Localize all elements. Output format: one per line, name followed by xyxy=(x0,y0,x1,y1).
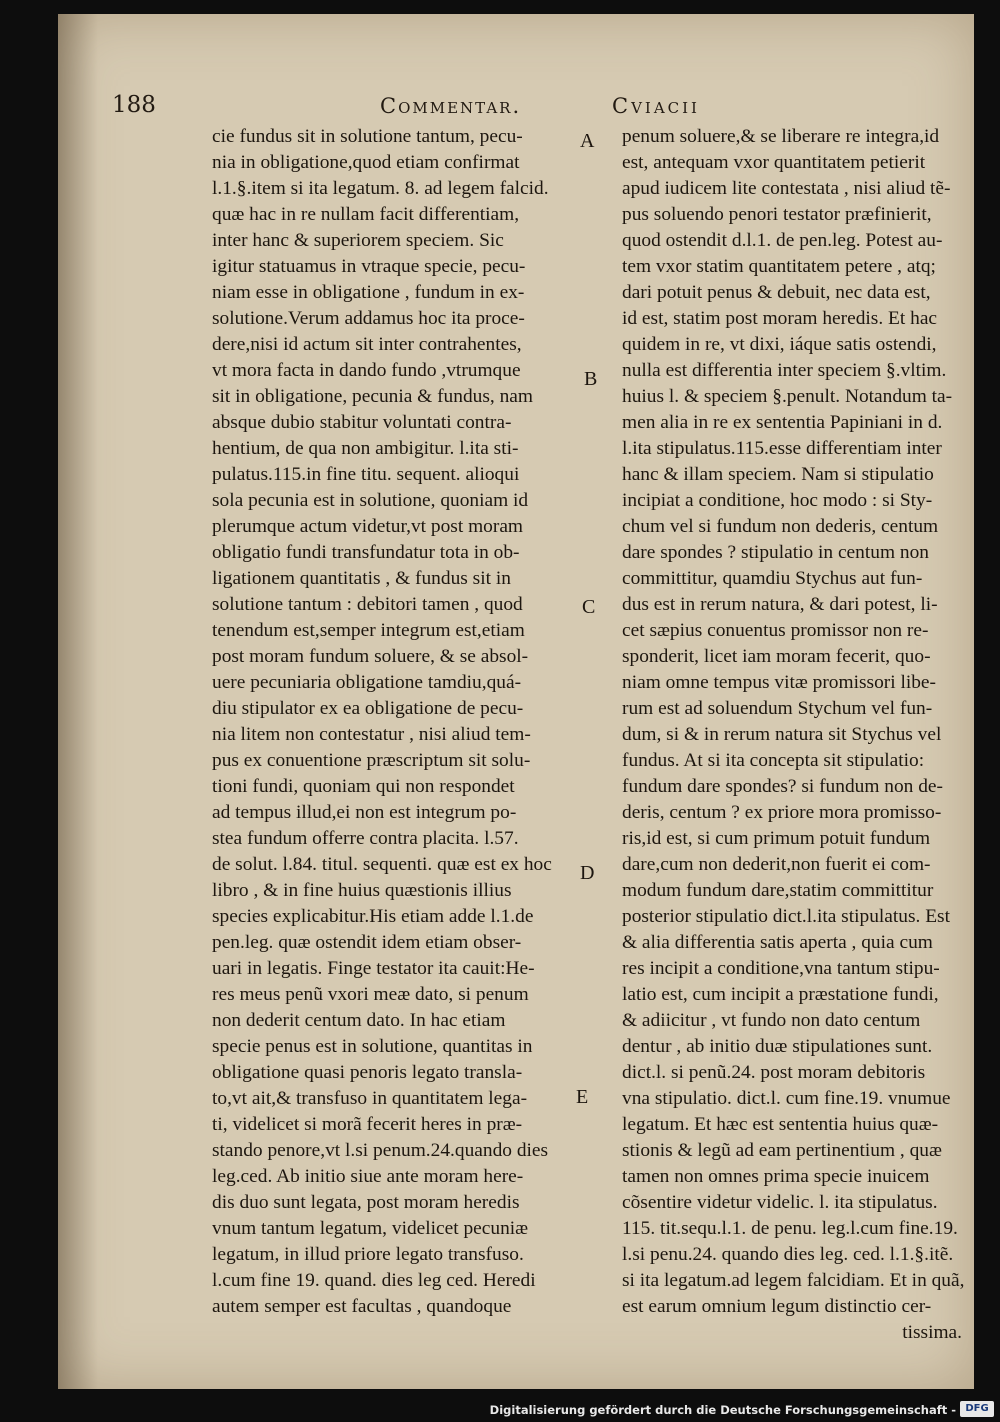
text-line: vna stipulatio. dict.l. cum fine.19. vnumue xyxy=(622,1088,951,1109)
text-line: l.ita stipulatus.115.esse differentiam inter xyxy=(622,438,942,459)
footer-credit: Digitalisierung gefördert durch die Deutsche Forschungsgemeinschaft - xyxy=(489,1403,956,1417)
text-line: committitur, quamdiu Stychus aut fun- xyxy=(622,568,923,589)
text-line: to,vt ait,& transfuso in quantitatem lega- xyxy=(212,1088,528,1109)
text-line: pulatus.115.in fine titu. sequent. alioqui xyxy=(212,464,520,485)
text-line: est, antequam vxor quantitatem petierit xyxy=(622,152,926,173)
text-line: dare spondes ? stipulatio in centum non xyxy=(622,542,929,563)
margin-marker: D xyxy=(580,862,595,884)
right-text-column xyxy=(622,124,965,1346)
text-line: id est, statim post moram heredis. Et hac xyxy=(622,308,938,329)
text-line: leg.ced. Ab initio siue ante moram here- xyxy=(212,1166,524,1187)
text-line: ti, videlicet si morã fecerit heres in præ- xyxy=(212,1114,523,1135)
text-line: solutione.Verum addamus hoc ita proce- xyxy=(212,308,525,329)
text-line: species explicabitur.His etiam adde l.1.de xyxy=(212,906,534,927)
text-line: dus est in rerum natura, & dari potest, li- xyxy=(622,594,938,615)
text-line: dentur , ab initio duæ stipulationes sunt. xyxy=(622,1036,933,1057)
text-line: nulla est differentia inter speciem §.vltim. xyxy=(622,360,947,381)
text-line: tissima. xyxy=(902,1322,962,1343)
text-line: stea fundum offerre contra placita. l.57. xyxy=(212,828,519,849)
text-line: pus ex conuentione præscriptum sit solu- xyxy=(212,750,531,771)
text-line: hentium, de qua non ambigitur. l.ita sti- xyxy=(212,438,519,459)
text-line: legatum, in illud priore legato transfuso. xyxy=(212,1244,524,1265)
text-line: tem vxor statim quantitatem petere , atq; xyxy=(622,256,936,277)
text-line: l.1.§.item si ita legatum. 8. ad legem falcid. xyxy=(212,178,549,199)
text-line: 115. tit.sequ.l.1. de penu. leg.l.cum fine.19. xyxy=(622,1218,958,1239)
text-line: vnum tantum legatum, videlicet pecuniæ xyxy=(212,1218,529,1239)
text-line: cie fundus sit in solutione tantum, pecu- xyxy=(212,126,523,147)
text-line: ligationem quantitatis , & fundus sit in xyxy=(212,568,511,589)
margin-marker: C xyxy=(582,596,596,618)
text-line: ad tempus illud,ei non est integrum po- xyxy=(212,802,517,823)
text-line: obligatio fundi transfundatur tota in ob- xyxy=(212,542,520,563)
text-line: dum, si & in rerum natura sit Stychus vel xyxy=(622,724,942,745)
margin-marker: E xyxy=(576,1086,589,1108)
text-line: diu stipulator ex ea obligatione de pecu- xyxy=(212,698,524,719)
text-line: quod ostendit d.l.1. de pen.leg. Potest au- xyxy=(622,230,943,251)
text-line: ris,id est, si cum primum potuit fundum xyxy=(622,828,931,849)
text-line: post moram fundum soluere, & se absol- xyxy=(212,646,529,667)
text-line: tenendum est,semper integrum est,etiam xyxy=(212,620,525,641)
page-number: 188 xyxy=(112,92,156,118)
header-title-left: Commentar. xyxy=(380,94,522,118)
text-line: cet sæpius conuentus promissor non re- xyxy=(622,620,929,641)
text-line: tioni fundi, quoniam qui non respondet xyxy=(212,776,515,797)
text-line: posterior stipulatio dict.l.ita stipulatus. Est xyxy=(622,906,950,927)
text-line: apud iudicem lite contestata , nisi aliud tẽ- xyxy=(622,178,951,199)
text-line: l.si penu.24. quando dies leg. ced. l.1.§.itẽ. xyxy=(622,1244,954,1265)
text-line: pen.leg. quæ ostendit idem etiam obser- xyxy=(212,932,522,953)
dfg-logo: DFG xyxy=(960,1401,994,1417)
text-line: vt mora facta in dando fundo ,vtrumque xyxy=(212,360,521,381)
text-line: de solut. l.84. titul. sequenti. quæ est ex hoc xyxy=(212,854,552,875)
text-line: latio est, cum incipit a præstatione fundi, xyxy=(622,984,939,1005)
text-line: dari potuit penus & debuit, nec data est, xyxy=(622,282,931,303)
text-line: men alia in re ex sententia Papiniani in d. xyxy=(622,412,943,433)
text-line: pus soluendo penori testator præfinierit, xyxy=(622,204,932,225)
footer-bar xyxy=(0,1398,1000,1422)
text-line: uari in legatis. Finge testator ita cauit:He- xyxy=(212,958,535,979)
text-line: res meus penũ vxori meæ dato, si penum xyxy=(212,984,529,1005)
text-line: libro , & in fine huius quæstionis illius xyxy=(212,880,512,901)
text-line: dict.l. si penũ.24. post moram debitoris xyxy=(622,1062,926,1083)
text-line: quæ hac in re nullam facit differentiam, xyxy=(212,204,520,225)
text-line: penum soluere,& se liberare re integra,id xyxy=(622,126,940,147)
margin-marker: A xyxy=(580,130,595,152)
text-line: sponderit, licet iam moram fecerit, quo- xyxy=(622,646,931,667)
text-line: deris, centum ? ex priore mora promisso- xyxy=(622,802,942,823)
text-line: absque dubio stabitur voluntati contra- xyxy=(212,412,512,433)
text-line: quidem in re, vt dixi, iáque satis ostendi, xyxy=(622,334,937,355)
text-line: igitur statuamus in vtraque specie, pecu- xyxy=(212,256,526,277)
text-line: uere pecuniaria obligatione tamdiu,quá- xyxy=(212,672,522,693)
text-line: niam esse in obligatione , fundum in ex- xyxy=(212,282,525,303)
text-line: legatum. Et hæc est sententia huius quæ- xyxy=(622,1114,939,1135)
text-line: sola pecunia est in solutione, quoniam id xyxy=(212,490,529,511)
text-line: stionis & legũ ad eam pertinentium , quæ xyxy=(622,1140,942,1161)
text-line: solutione tantum : debitori tamen , quod xyxy=(212,594,523,615)
text-line: autem semper est facultas , quandoque xyxy=(212,1296,512,1317)
header-title-right: Cviacii xyxy=(612,94,700,118)
text-line: non dederit centum dato. In hac etiam xyxy=(212,1010,506,1031)
text-line: rum est ad soluendum Stychum vel fun- xyxy=(622,698,933,719)
page-gutter-shadow xyxy=(58,14,98,1389)
text-line: modum fundum dare,statim committitur xyxy=(622,880,934,901)
text-line: & adiicitur , vt fundo non dato centum xyxy=(622,1010,921,1031)
text-line: res incipit a conditione,vna tantum stipu- xyxy=(622,958,940,979)
text-line: nia litem non contestatur , nisi aliud tem- xyxy=(212,724,531,745)
margin-marker: B xyxy=(584,368,598,390)
text-line: dis duo sunt legata, post moram heredis xyxy=(212,1192,520,1213)
running-header xyxy=(112,84,952,124)
text-line: est earum omnium legum distinctio cer- xyxy=(622,1296,932,1317)
text-line: hanc & illam speciem. Nam si stipulatio xyxy=(622,464,934,485)
text-line: nia in obligatione,quod etiam confirmat xyxy=(212,152,520,173)
text-line: huius l. & speciem §.penult. Notandum ta- xyxy=(622,386,953,407)
text-line: dere,nisi id actum sit inter contrahentes, xyxy=(212,334,522,355)
text-line: chum vel si fundum non dederis, centum xyxy=(622,516,939,537)
text-line: incipiat a conditione, hoc modo : si Sty- xyxy=(622,490,933,511)
text-line: si ita legatum.ad legem falcidiam. Et in quã, xyxy=(622,1270,965,1291)
text-line: cõsentire videtur videlic. l. ita stipulatus. xyxy=(622,1192,938,1213)
text-line: plerumque actum videtur,vt post moram xyxy=(212,516,524,537)
text-line: stando penore,vt l.si penum.24.quando dies xyxy=(212,1140,549,1161)
text-line: niam omne tempus vitæ promissori libe- xyxy=(622,672,936,693)
text-line: obligatione quasi penoris legato transla- xyxy=(212,1062,523,1083)
text-line: inter hanc & superiorem speciem. Sic xyxy=(212,230,504,251)
text-line: & alia differentia satis aperta , quia cum xyxy=(622,932,933,953)
text-line: specie penus est in solutione, quantitas in xyxy=(212,1036,533,1057)
text-line: tamen non omnes prima specie inuicem xyxy=(622,1166,930,1187)
text-line: l.cum fine 19. quand. dies leg ced. Heredi xyxy=(212,1270,536,1291)
text-line: fundus. At si ita concepta sit stipulatio: xyxy=(622,750,925,771)
text-line: dare,cum non dederit,non fuerit ei com- xyxy=(622,854,931,875)
text-line: fundum dare spondes? si fundum non de- xyxy=(622,776,943,797)
left-text-column xyxy=(212,124,572,1320)
text-line: sit in obligatione, pecunia & fundus, nam xyxy=(212,386,533,407)
